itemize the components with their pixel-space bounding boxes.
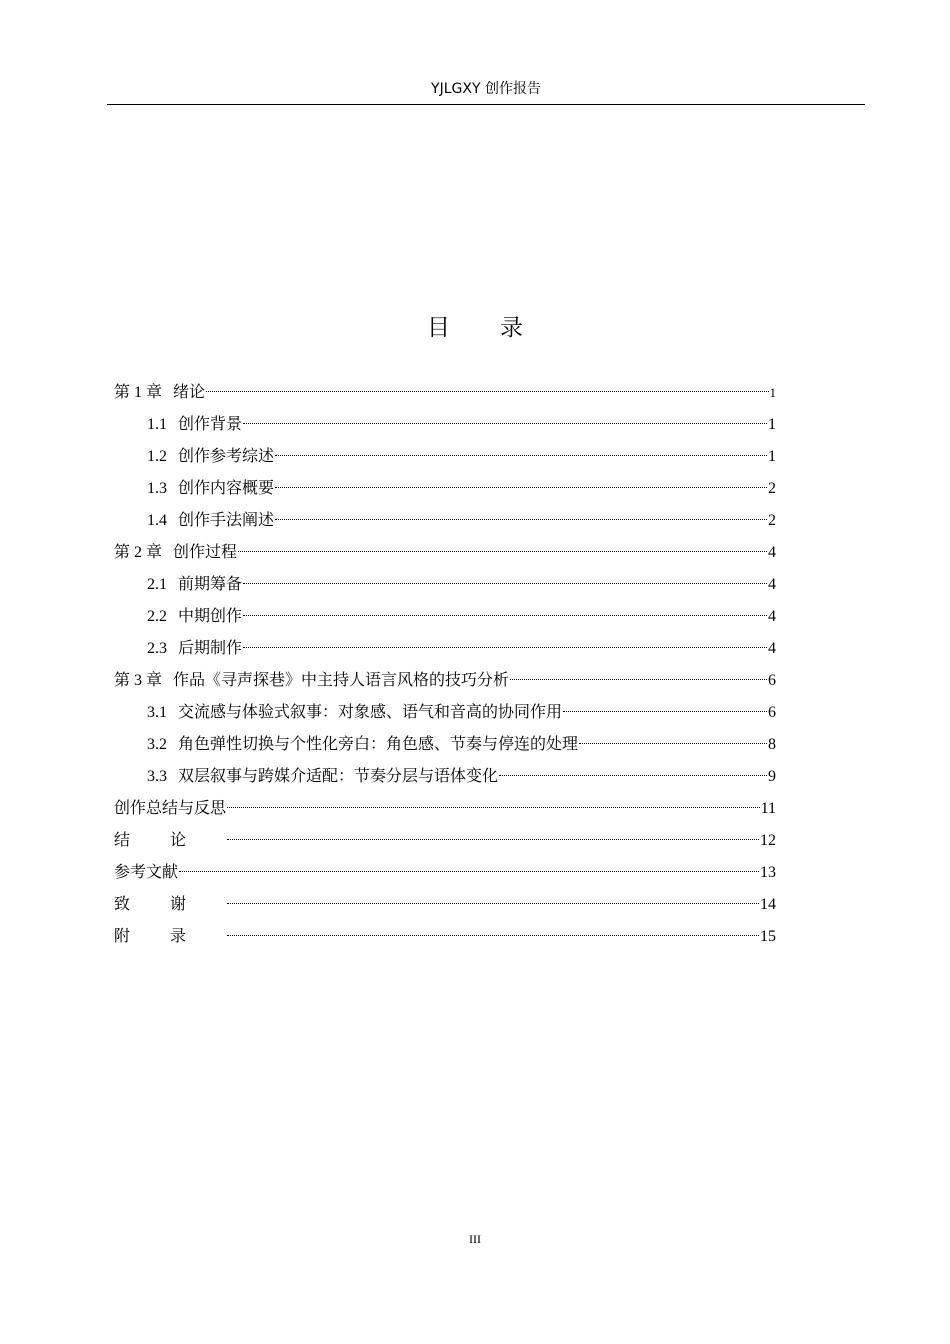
toc-entry-label: [147, 728, 578, 761]
toc-entry[interactable]: [114, 760, 776, 792]
toc-entry-label: [114, 792, 226, 824]
toc-entry-page: 8: [768, 736, 776, 753]
dot-leader: [227, 807, 760, 808]
toc-entry-text: 致谢: [114, 894, 227, 913]
toc-entry-label: [147, 472, 274, 505]
toc-entry-label: [114, 888, 226, 920]
page-number: III: [469, 1232, 481, 1246]
dot-leader: [227, 839, 759, 840]
toc-entry-label: [114, 664, 509, 697]
toc-entry-text: 结论: [114, 830, 227, 849]
page-header: [107, 78, 865, 105]
toc-entry[interactable]: [114, 408, 776, 440]
toc-entry[interactable]: [114, 728, 776, 760]
toc-entry-prefix: 2.3: [147, 640, 167, 657]
toc-entry-text: 创作手法阐述: [178, 510, 275, 529]
toc-entry-page: 2: [768, 480, 776, 497]
toc-entry-prefix: 2.2: [147, 608, 167, 625]
toc-entry-label: [147, 568, 242, 601]
toc-entry-text: 创作总结与反思: [114, 798, 227, 817]
toc-entry[interactable]: [114, 600, 776, 632]
toc-entry[interactable]: [114, 472, 776, 504]
toc-entry-page: 4: [768, 544, 776, 561]
toc-entry[interactable]: [114, 920, 776, 952]
toc-entry-prefix: 1.2: [147, 448, 167, 465]
toc-entry[interactable]: [114, 696, 776, 728]
toc-entry[interactable]: [114, 504, 776, 536]
toc-entry-label: [147, 408, 242, 441]
dot-leader: [275, 519, 767, 520]
dot-leader: [510, 679, 767, 680]
dot-leader: [243, 615, 767, 616]
toc-entry-text: 后期制作: [178, 638, 243, 657]
toc-entry-prefix: 第 3 章: [114, 672, 163, 689]
toc-entry[interactable]: [114, 824, 776, 856]
dot-leader: [179, 871, 759, 872]
dot-leader: [227, 935, 759, 936]
toc-entry-text: 角色弹性切换与个性化旁白：角色感、节奏与停连的处理: [178, 734, 579, 753]
toc-entry-prefix: 第 2 章: [114, 544, 163, 561]
toc-entry-label: [114, 376, 205, 409]
toc-entry-page: 1: [768, 448, 776, 465]
toc-entry-page: 2: [768, 512, 776, 529]
toc-entry[interactable]: [114, 888, 776, 920]
toc-entry-prefix: 第 1 章: [114, 384, 163, 401]
toc-entry-page: 11: [760, 800, 776, 817]
toc-entry-prefix: 2.1: [147, 576, 167, 593]
toc-entry[interactable]: [114, 856, 776, 888]
toc-entry-text: 创作过程: [173, 542, 238, 561]
table-of-contents: [114, 376, 776, 952]
toc-entry-page: 4: [768, 640, 776, 657]
toc-entry-prefix: 1.1: [147, 416, 167, 433]
toc-entry-label: [114, 536, 237, 569]
toc-entry[interactable]: [114, 376, 776, 408]
toc-entry-label: [114, 824, 226, 856]
toc-entry-text: 参考文献: [114, 862, 179, 881]
toc-entry-page: 1: [768, 416, 776, 433]
dot-leader: [499, 775, 767, 776]
toc-entry-text: 交流感与体验式叙事：对象感、语气和音高的协同作用: [178, 702, 563, 721]
toc-entry-page: 12: [760, 832, 776, 849]
toc-entry-label: [114, 920, 226, 952]
toc-entry-page: 6: [768, 704, 776, 721]
toc-entry-text: 创作背景: [178, 414, 243, 433]
toc-entry-text: 中期创作: [178, 606, 243, 625]
toc-entry-text: 创作参考综述: [178, 446, 275, 465]
toc-entry-text: 双层叙事与跨媒介适配：节奏分层与语体变化: [178, 766, 499, 785]
toc-entry-page: 15: [760, 928, 776, 945]
dot-leader: [563, 711, 767, 712]
toc-entry-page: 4: [768, 576, 776, 593]
toc-entry[interactable]: [114, 440, 776, 472]
toc-entry-label: [147, 440, 274, 473]
toc-entry-text: 作品《寻声探巷》中主持人语言风格的技巧分析: [173, 670, 510, 689]
toc-entry-label: [147, 632, 242, 665]
toc-entry[interactable]: [114, 792, 776, 824]
dot-leader: [275, 455, 767, 456]
dot-leader: [206, 391, 768, 392]
toc-entry-page: 6: [768, 672, 776, 689]
header-text: YJLGXY 创作报告: [431, 81, 541, 97]
toc-entry[interactable]: [114, 664, 776, 696]
toc-title: 目录: [427, 315, 573, 341]
dot-leader: [275, 487, 767, 488]
toc-entry-prefix: 1.4: [147, 512, 167, 529]
dot-leader: [227, 903, 759, 904]
toc-entry-prefix: 3.3: [147, 768, 167, 785]
toc-entry-label: [147, 600, 242, 633]
toc-entry-text: 附录: [114, 926, 227, 945]
toc-entry-page: 13: [760, 864, 776, 881]
dot-leader: [243, 583, 767, 584]
toc-entry-page: 9: [768, 768, 776, 785]
toc-entry[interactable]: [114, 568, 776, 600]
toc-entry-text: 绪论: [173, 382, 206, 401]
toc-entry-prefix: 3.2: [147, 736, 167, 753]
dot-leader: [243, 423, 767, 424]
toc-entry-label: [147, 696, 562, 729]
toc-entry[interactable]: [114, 632, 776, 664]
toc-entry-prefix: 1.3: [147, 480, 167, 497]
toc-entry-page: 4: [768, 608, 776, 625]
toc-entry[interactable]: [114, 536, 776, 568]
dot-leader: [579, 743, 767, 744]
toc-entry-prefix: 3.1: [147, 704, 167, 721]
dot-leader: [238, 551, 767, 552]
toc-entry-label: [147, 760, 498, 793]
toc-entry-page: 14: [760, 896, 776, 913]
toc-entry-text: 创作内容概要: [178, 478, 275, 497]
toc-entry-label: [147, 504, 274, 537]
toc-entry-label: [114, 856, 178, 888]
toc-entry-page: 1: [769, 385, 776, 400]
toc-entry-text: 前期筹备: [178, 574, 243, 593]
dot-leader: [243, 647, 767, 648]
